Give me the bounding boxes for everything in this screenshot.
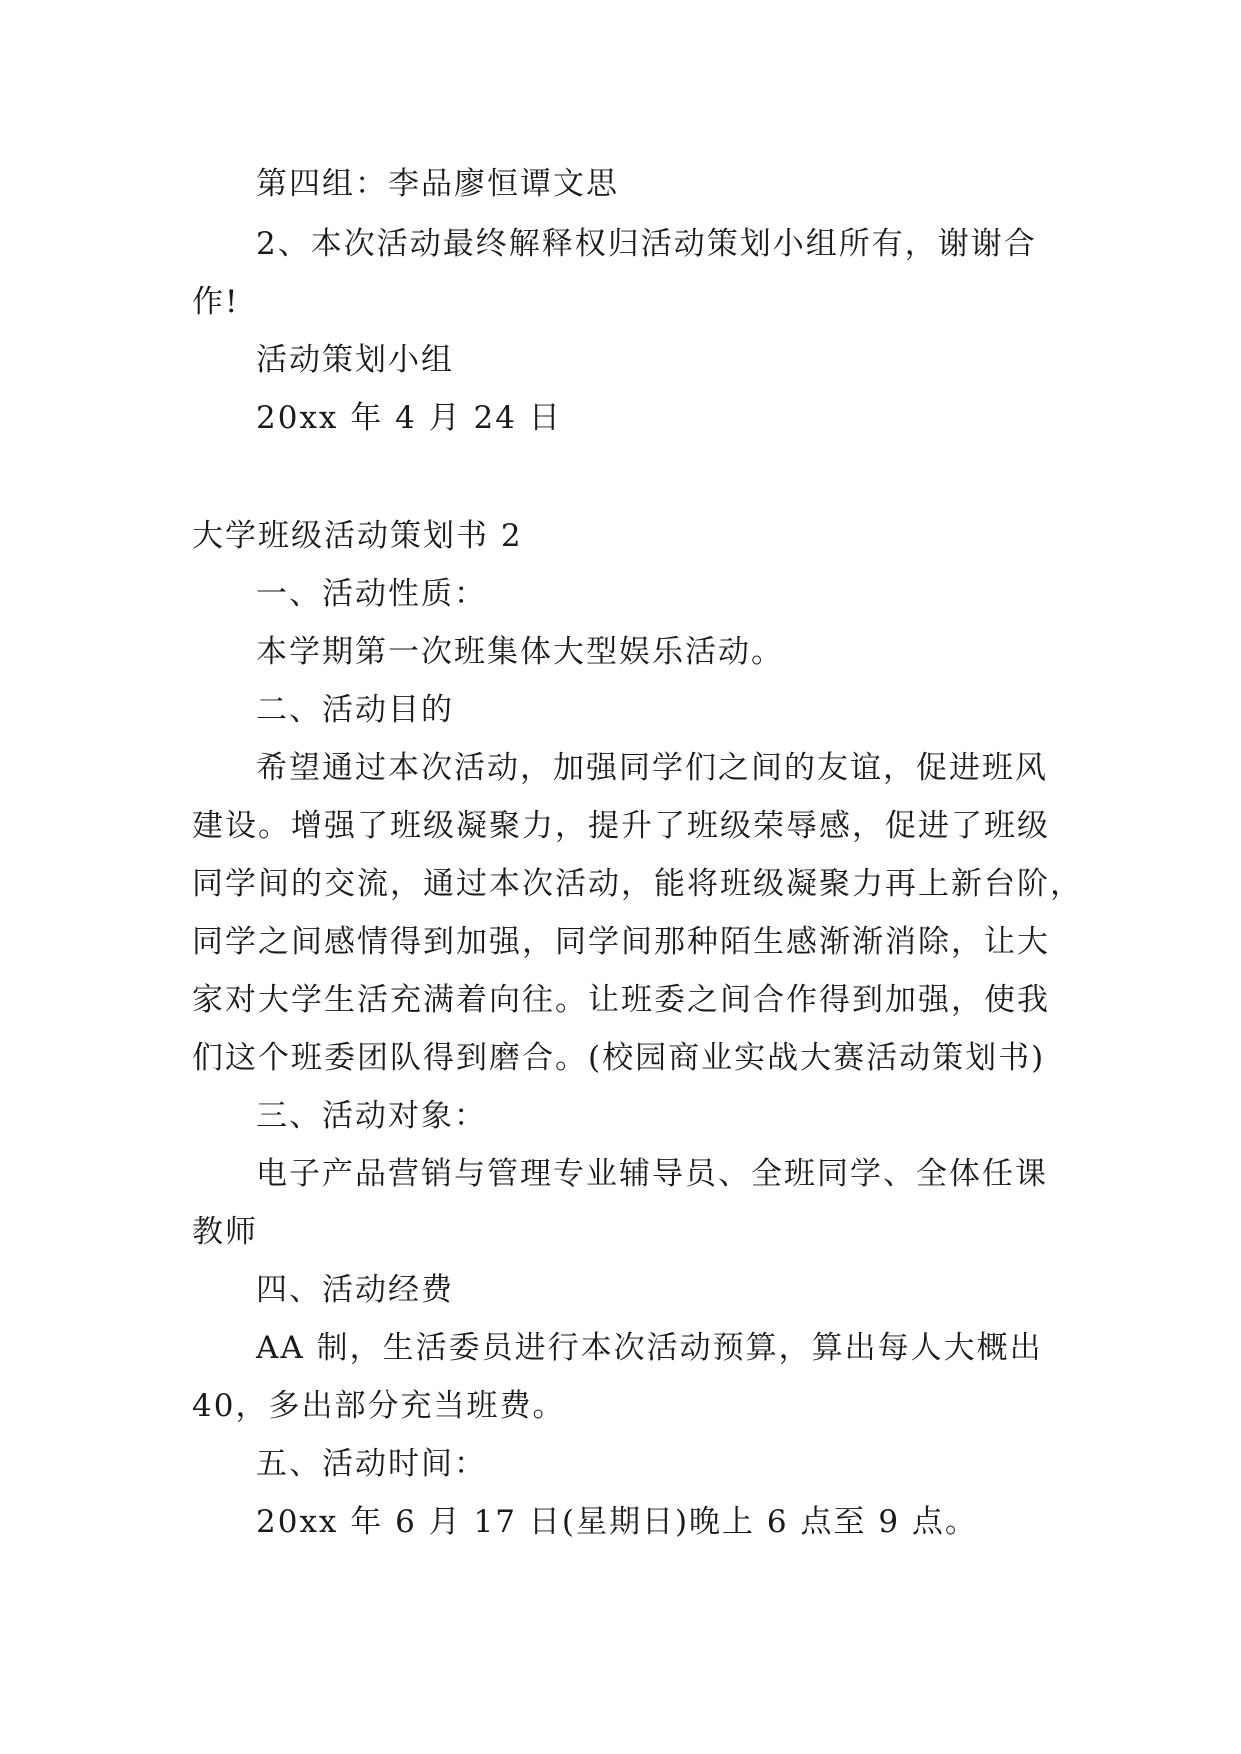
purpose-line-2: 建设。增强了班级凝聚力，提升了班级荣辱感，促进了班级: [192, 808, 1050, 844]
target-line-1: 电子产品营销与管理专业辅导员、全班同学、全体任课: [256, 1156, 1048, 1192]
section-title: 大学班级活动策划书 2: [192, 518, 523, 554]
target-line-2: 教师: [192, 1214, 258, 1250]
signature-group: 活动策划小组: [256, 342, 454, 378]
activity-time-text: 20xx 年 6 月 17 日(星期日)晚上 6 点至 9 点。: [256, 1504, 978, 1540]
purpose-line-6: 们这个班委团队得到磨合。(校园商业实战大赛活动策划书): [192, 1040, 1046, 1076]
heading-activity-funding: 四、活动经费: [256, 1272, 454, 1308]
funding-line-1: AA 制，生活委员进行本次活动预算，算出每人大概出: [256, 1330, 1043, 1366]
funding-line-2: 40，多出部分充当班费。: [192, 1388, 566, 1424]
rights-note-line-1: 2、本次活动最终解释权归活动策划小组所有，谢谢合: [256, 226, 1037, 262]
heading-activity-nature: 一、活动性质：: [256, 576, 487, 612]
purpose-line-3: 同学间的交流，通过本次活动，能将班级凝聚力再上新台阶，: [192, 866, 1083, 902]
signature-date: 20xx 年 4 月 24 日: [256, 400, 562, 436]
group-four-members: 第四组：李品廖恒谭文思: [256, 166, 619, 202]
heading-activity-purpose: 二、活动目的: [256, 692, 454, 728]
heading-activity-time: 五、活动时间：: [256, 1446, 487, 1482]
purpose-line-4: 同学之间感情得到加强，同学间那种陌生感渐渐消除，让大: [192, 924, 1050, 960]
heading-activity-target: 三、活动对象：: [256, 1098, 487, 1134]
activity-nature-text: 本学期第一次班集体大型娱乐活动。: [256, 634, 784, 670]
rights-note-line-2: 作!: [192, 284, 240, 320]
purpose-line-5: 家对大学生活充满着向往。让班委之间合作得到加强，使我: [192, 982, 1050, 1018]
purpose-line-1: 希望通过本次活动，加强同学们之间的友谊，促进班风: [256, 750, 1048, 786]
